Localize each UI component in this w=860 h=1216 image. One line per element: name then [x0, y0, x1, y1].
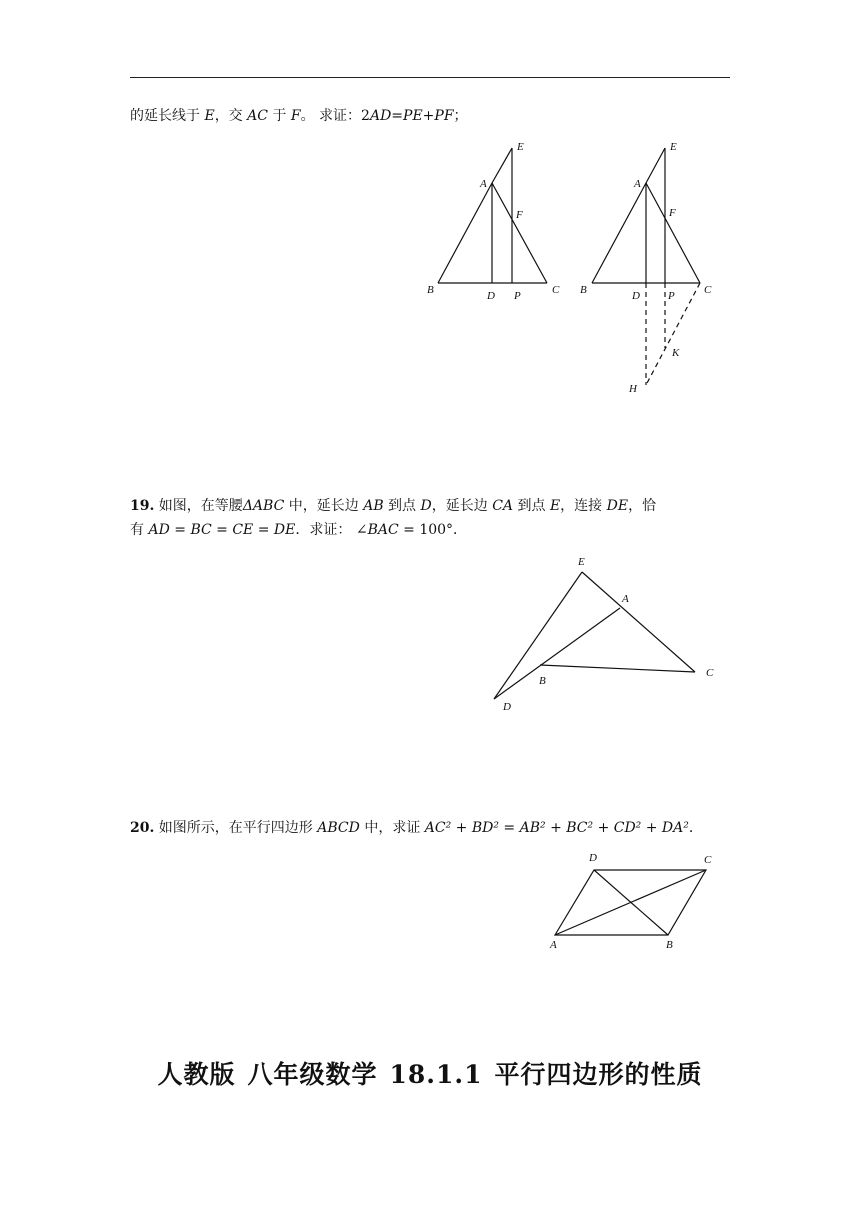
var: AD	[148, 522, 170, 538]
label-e: E	[517, 141, 524, 153]
problem-number: 20.	[130, 820, 155, 836]
label-a: A	[634, 178, 641, 190]
text: +	[422, 108, 435, 124]
var: CE	[232, 522, 254, 538]
var: DE	[606, 498, 629, 514]
text: ，连接	[560, 498, 607, 514]
label-b: B	[666, 939, 673, 951]
label-b: B	[427, 284, 434, 296]
var: BC	[190, 522, 212, 538]
label-f: F	[516, 209, 523, 221]
section-title	[0, 1055, 860, 1091]
var: AB	[363, 498, 384, 514]
text: 如图所示，在平行四边形	[154, 820, 318, 836]
diagonal-bd	[594, 870, 668, 935]
var: ΔABC	[242, 498, 285, 514]
text: ．求证： ∠	[295, 522, 368, 538]
var: BAC	[367, 522, 399, 538]
var: PE	[403, 108, 423, 124]
label-a: A	[622, 593, 629, 605]
text: =	[211, 522, 233, 538]
label-f: F	[669, 207, 676, 219]
label-k: K	[672, 347, 680, 359]
text: ．	[688, 820, 703, 836]
text: ；	[453, 108, 468, 124]
var: AC	[247, 108, 268, 124]
label-d: D	[487, 290, 495, 302]
text: 。 求证：2	[300, 108, 370, 124]
label-d: D	[503, 701, 511, 713]
label-d: D	[632, 290, 640, 302]
label-c: C	[706, 667, 714, 679]
label-a: A	[550, 939, 557, 951]
label-h: H	[629, 383, 637, 395]
var: D	[420, 498, 432, 514]
var: PF	[434, 108, 454, 124]
label-e: E	[578, 556, 585, 568]
text: =	[169, 522, 191, 538]
label-e: E	[670, 141, 677, 153]
var: DE	[273, 522, 296, 538]
label-d: D	[589, 852, 597, 864]
label-p: P	[668, 290, 675, 302]
var: AD	[369, 108, 392, 124]
problem-number: 19.	[130, 498, 155, 514]
text: 于	[267, 108, 291, 124]
var: CA	[492, 498, 514, 514]
topic: 平行四边形的性质	[494, 1060, 703, 1089]
text: ，交	[214, 108, 248, 124]
label-c: C	[704, 284, 712, 296]
text: 的延长线于	[130, 108, 205, 124]
text: 如图，在等腰	[154, 498, 243, 514]
text: 到点	[513, 498, 550, 514]
label-a: A	[480, 178, 487, 190]
label-p: P	[514, 290, 521, 302]
label-c: C	[704, 854, 712, 866]
text: 中，延长边	[284, 498, 364, 514]
text: 到点	[383, 498, 421, 514]
text: 中，求证	[359, 820, 425, 836]
text: 有	[130, 522, 149, 538]
var: ABCD	[317, 820, 360, 836]
formula: AC² + BD² = AB² + BC² + CD² + DA²	[424, 820, 689, 836]
label-b: B	[580, 284, 587, 296]
text: =	[391, 108, 404, 124]
label-b: B	[539, 675, 546, 687]
grade: 八年级数学	[247, 1060, 378, 1089]
text: ，恰	[628, 498, 657, 514]
label-c: C	[552, 284, 560, 296]
text: ，延长边	[431, 498, 493, 514]
var: E	[549, 498, 561, 514]
text: =	[253, 522, 274, 538]
publisher: 人教版	[157, 1060, 236, 1089]
var: E	[204, 108, 215, 124]
var: F	[290, 108, 301, 124]
text: = 100°．	[398, 522, 468, 538]
section-number: 18.1.1	[389, 1060, 483, 1089]
